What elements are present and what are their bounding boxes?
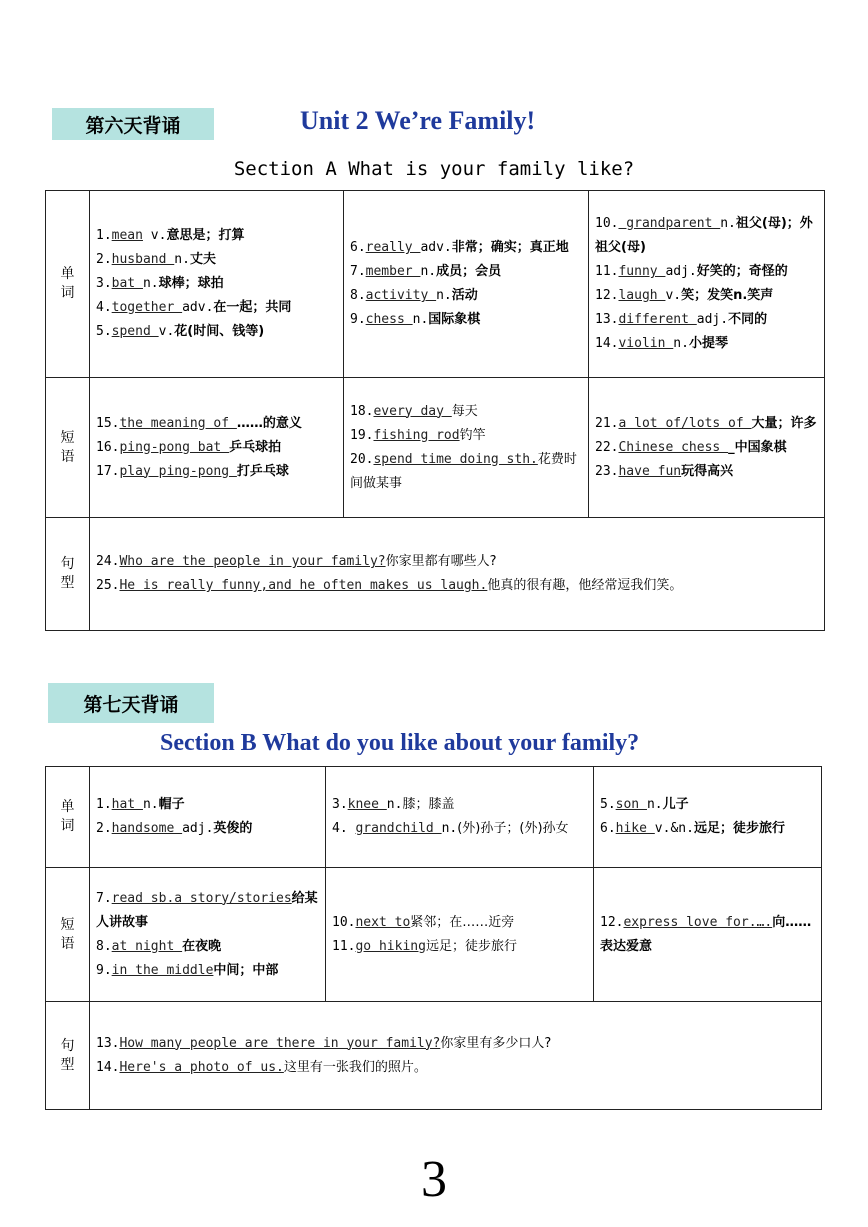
day6-phrases-row (46, 378, 825, 518)
item-number: 11. (332, 938, 356, 954)
item-number: 19. (350, 427, 374, 443)
item-number: 13. (96, 1035, 120, 1051)
vocab-item (350, 400, 588, 424)
vocab-item (600, 911, 821, 959)
day6-unit-title: Unit 2 We’re Family! (300, 106, 536, 135)
chinese-meaning: 给某人讲故事 (96, 890, 318, 930)
part-of-speech: adv. (420, 240, 452, 255)
item-number: 5. (600, 797, 616, 812)
vocab-item (350, 284, 588, 308)
chinese-meaning: 儿子 (662, 797, 689, 812)
vocab-item (595, 284, 824, 308)
item-number: 22. (595, 439, 619, 455)
item-number: 3. (332, 797, 348, 812)
page-number: 3 (421, 1151, 447, 1208)
chinese-meaning: 英俊的 (213, 821, 253, 836)
day7-words-row (46, 767, 822, 868)
item-number: 8. (350, 288, 366, 303)
day7-table (45, 766, 822, 1110)
chinese-meaning: 钓竿 (459, 427, 486, 443)
english-term: every day (373, 403, 452, 419)
english-term: in the middle (111, 962, 214, 978)
english-term: chess (365, 312, 413, 327)
english-term: Chinese chess (618, 439, 729, 455)
row-label-sentences: 句型 (46, 518, 90, 631)
english-term: together (111, 300, 183, 315)
english-term: He is really funny,and he often makes us laugh. (119, 578, 488, 593)
item-number: 7. (96, 890, 112, 906)
vocab-item (96, 460, 343, 484)
part-of-speech: adj. (696, 312, 729, 327)
item-number: 23. (595, 463, 619, 479)
vocab-item (96, 574, 824, 598)
vocab-item (600, 817, 821, 841)
item-number: 6. (600, 821, 616, 836)
item-number: 5. (96, 324, 112, 339)
row-label-words: 单词 (46, 767, 90, 868)
english-term: ping-pong bat (119, 439, 230, 455)
item-number: 4. (96, 300, 112, 315)
part-of-speech: adj. (665, 264, 697, 279)
day6-words-row (46, 191, 825, 378)
vocab-item (595, 412, 824, 436)
part-of-speech: n. (441, 821, 458, 836)
item-number: 13. (595, 312, 619, 327)
item-number: 9. (350, 312, 366, 327)
day7-sentences (90, 1002, 822, 1110)
english-term: violin (618, 336, 674, 351)
item-number: 6. (350, 240, 366, 255)
english-term: funny (618, 264, 666, 279)
vocab-item (96, 248, 343, 272)
chinese-meaning: 中间；中部 (213, 962, 279, 978)
item-number: 2. (96, 252, 112, 267)
part-of-speech: n. (386, 797, 403, 812)
english-term: a lot of/lots of (618, 415, 752, 431)
chinese-meaning: 成员；会员 (436, 264, 502, 279)
chinese-meaning: 意思是；打算 (166, 228, 245, 243)
english-term: different (618, 312, 697, 327)
english-term: spend (111, 324, 159, 339)
day6-phrases-col1 (90, 378, 344, 518)
english-term: member (365, 264, 421, 279)
vocab-item (96, 817, 325, 841)
chinese-meaning: 每天 (451, 403, 478, 419)
day7-phrases-col1 (90, 868, 326, 1002)
row-label-sentences: 句型 (46, 1002, 90, 1110)
chinese-meaning: 他真的很有趣，他经常逗我们笑。 (487, 578, 683, 593)
vocab-item (595, 460, 824, 484)
vocab-item (350, 424, 588, 448)
vocab-item (96, 272, 343, 296)
english-term: knee (347, 797, 387, 812)
chinese-meaning: ……的意义 (236, 415, 302, 431)
vocab-item (595, 332, 824, 356)
english-term: husband (111, 252, 175, 267)
vocab-item (96, 436, 343, 460)
chinese-meaning: 玩得高兴 (681, 463, 734, 479)
chinese-meaning: (外)孙子；(外)孙女 (457, 821, 569, 836)
english-term: have fun (618, 463, 682, 479)
vocab-item (96, 1032, 821, 1056)
item-number: 10. (595, 216, 619, 231)
chinese-meaning: 乒乓球拍 (229, 439, 282, 455)
chinese-meaning: 远足；徒步旅行 (693, 821, 785, 836)
day7-words-col2 (326, 767, 594, 868)
item-number: 12. (595, 288, 619, 303)
row-label-phrases: 短语 (46, 378, 90, 518)
part-of-speech: adj. (182, 821, 214, 836)
vocab-item (96, 320, 343, 344)
english-term: the meaning of (119, 415, 237, 431)
vocab-item (332, 817, 593, 841)
day6-phrases-col3 (589, 378, 825, 518)
chinese-meaning: 好笑的；奇怪的 (696, 264, 788, 279)
english-term: play ping-pong (119, 463, 237, 479)
day6-words-col1 (90, 191, 344, 378)
english-term: next to (355, 914, 411, 930)
vocab-item (332, 911, 593, 935)
item-number: 2. (96, 821, 112, 836)
item-number: 20. (350, 451, 374, 467)
row-label-phrases: 短语 (46, 868, 90, 1002)
english-term: express love for.…. (623, 914, 773, 930)
chinese-meaning: 花费时间做某事 (350, 451, 577, 491)
english-term: spend time doing sth. (373, 451, 538, 467)
item-number: 7. (350, 264, 366, 279)
english-term: activity (365, 288, 437, 303)
vocab-item (595, 212, 824, 260)
vocab-item (96, 224, 343, 248)
english-term: Here's a photo of us. (119, 1059, 284, 1075)
part-of-speech: v.&n. (654, 821, 694, 836)
item-number: 14. (96, 1059, 120, 1075)
day7-badge: 第七天背诵 (48, 683, 214, 723)
english-term: laugh (618, 288, 666, 303)
item-number: 1. (96, 797, 112, 812)
vocab-item (96, 935, 325, 959)
english-term: hat (111, 797, 143, 812)
english-term: read sb.a story/stories (111, 890, 292, 906)
chinese-meaning: 笑；发笑n.笑声 (681, 288, 774, 303)
chinese-meaning: 大量；许多 (751, 415, 817, 431)
item-number: 10. (332, 914, 356, 930)
english-term: mean (111, 228, 143, 243)
part-of-speech: v. (158, 324, 175, 339)
item-number: 12. (600, 914, 624, 930)
vocab-item (600, 793, 821, 817)
day7-phrases-row (46, 868, 822, 1002)
day7-words-col3 (594, 767, 822, 868)
vocab-item (96, 959, 325, 983)
vocab-item (350, 448, 588, 496)
english-term: handsome (111, 821, 183, 836)
part-of-speech: n. (436, 288, 452, 303)
vocab-item (595, 260, 824, 284)
part-of-speech: n. (142, 797, 159, 812)
part-of-speech: n. (174, 252, 190, 267)
part-of-speech: v. (665, 288, 682, 303)
vocab-item (96, 887, 325, 935)
vocab-item (595, 308, 824, 332)
english-term: hike (615, 821, 655, 836)
vocab-item (350, 260, 588, 284)
item-number: 15. (96, 415, 120, 431)
chinese-meaning: 花(时间、钱等) (174, 324, 265, 339)
chinese-meaning: 膝；膝盖 (402, 797, 455, 812)
chinese-meaning: 小提琴 (688, 336, 728, 351)
vocab-item (332, 935, 593, 959)
chinese-meaning: 紧邻；在……近旁 (410, 914, 515, 930)
vocab-item (595, 436, 824, 460)
chinese-meaning: 不同的 (728, 312, 768, 327)
row-label-words: 单词 (46, 191, 90, 378)
vocab-item (96, 296, 343, 320)
item-number: 11. (595, 264, 619, 279)
item-number: 18. (350, 403, 374, 419)
part-of-speech: n. (646, 797, 663, 812)
day6-words-col3 (589, 191, 825, 378)
vocab-item (96, 412, 343, 436)
part-of-speech: adv. (182, 300, 214, 315)
item-number: 3. (96, 276, 112, 291)
english-term: bat (111, 276, 143, 291)
day6-words-col2 (344, 191, 589, 378)
chinese-meaning: 向……表达爱意 (600, 914, 812, 954)
chinese-meaning: _中国象棋 (728, 439, 787, 455)
chinese-meaning: 在一起；共同 (213, 300, 292, 315)
item-number: 16. (96, 439, 120, 455)
item-number: 25. (96, 578, 120, 593)
day6-table (45, 190, 825, 631)
vocab-item (350, 236, 588, 260)
item-number: 14. (595, 336, 619, 351)
english-term: at night (111, 938, 183, 954)
english-term: go hiking (355, 938, 426, 954)
english-term: son (615, 797, 647, 812)
item-number: 8. (96, 938, 112, 954)
chinese-meaning: 国际象棋 (428, 312, 481, 327)
chinese-meaning: 打乒乓球 (236, 463, 289, 479)
day6-sentences-row (46, 518, 825, 631)
item-number: 21. (595, 415, 619, 431)
day6-sentences (90, 518, 825, 631)
part-of-speech: n. (412, 312, 429, 327)
day6-phrases-col2 (344, 378, 589, 518)
part-of-speech: v. (142, 228, 167, 243)
chinese-meaning: 非常；确实；真正地 (451, 240, 569, 255)
chinese-meaning: 在夜晚 (182, 938, 222, 954)
day7-phrases-col3 (594, 868, 822, 1002)
vocab-item (96, 1056, 821, 1080)
chinese-meaning: 帽子 (158, 797, 185, 812)
day7-sentences-row (46, 1002, 822, 1110)
day6-section-title: Section A What is your family like? (233, 158, 635, 180)
chinese-meaning: 丈夫 (189, 252, 216, 267)
chinese-meaning: 球棒；球拍 (158, 276, 224, 291)
chinese-meaning: 你家里都有哪些人? (385, 554, 497, 569)
day7-section-title: Section B What do you like about your family? (160, 730, 640, 756)
item-number: 9. (96, 962, 112, 978)
vocab-item (332, 793, 593, 817)
day6-badge: 第六天背诵 (52, 108, 214, 140)
item-number: 24. (96, 554, 120, 569)
item-number: 17. (96, 463, 120, 479)
english-term: grandparent (618, 216, 721, 231)
vocab-item (96, 550, 824, 574)
english-term: grandchild (355, 821, 442, 836)
chinese-meaning: 活动 (451, 288, 478, 303)
item-number: 4. (332, 821, 356, 836)
item-number: 1. (96, 228, 112, 243)
english-term: fishing rod (373, 427, 460, 443)
chinese-meaning: 祖父(母)；外祖父(母) (595, 216, 813, 255)
chinese-meaning: 你家里有多少口人? (440, 1035, 552, 1051)
day7-words-col1 (90, 767, 326, 868)
vocab-item (350, 308, 588, 332)
part-of-speech: n. (673, 336, 689, 351)
english-term: How many people are there in your family? (119, 1035, 441, 1051)
english-term: Who are the people in your family? (119, 554, 386, 569)
part-of-speech: n. (142, 276, 159, 291)
english-term: really (365, 240, 421, 255)
chinese-meaning: 这里有一张我们的照片。 (283, 1059, 427, 1075)
day7-phrases-col2 (326, 868, 594, 1002)
vocab-item (96, 793, 325, 817)
part-of-speech: n. (420, 264, 437, 279)
part-of-speech: n. (720, 216, 736, 231)
chinese-meaning: 远足；徒步旅行 (425, 938, 517, 954)
